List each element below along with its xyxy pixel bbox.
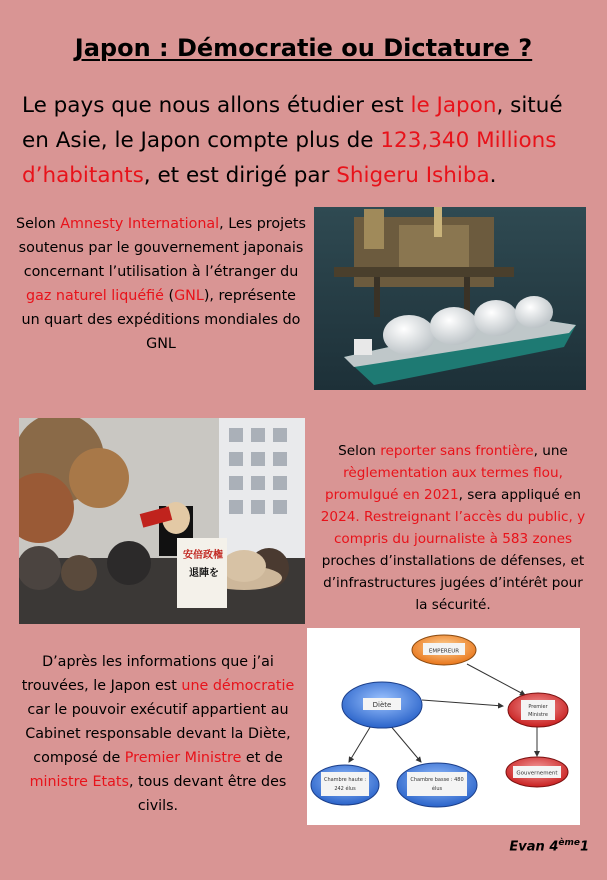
chambre-basse-label-2: élus [431,786,443,792]
conclusion-paragraph: D’après les informations que j’ai trouvées, le Japon est une démocratie car le pouvoir exécutif appartient au Cabinet responsable devant la Diète, composé de Premier Ministre et de ministre Etats, tous devant être des civils. [21,654,295,814]
gouvernement-label: Gouvernement [516,770,558,777]
rsf-paragraph: Selon reporter sans frontière, une règlementation aux termes flou, promulgué en 2021, sera appliqué en 2024. Restreignant l’accès du public, y compris du journaliste à 583 zones proches d’installations de défenses, et d’infrastructures jugées d’intérêt pour la sécurité. [320,443,586,613]
protest-sign-text-1: 安倍政権 [183,550,223,561]
government-diagram [307,628,580,825]
intro-paragraph: Le pays que nous allons étudier est le Japon, situé en Asie, le Japon compte plus de 123,340 Millions d’habitants, et est dirigé par Shigeru Ishiba. [22,93,563,188]
lng-tanker-photo [314,207,586,390]
protest-sign-text-2: 退陣を [189,568,219,579]
premier-ministre-label-1: Premier [528,704,548,710]
amnesty-paragraph: Selon Amnesty International, Les projets soutenus par le gouvernement japonais concernant l’utilisation à l’étranger du gaz naturel liquéfié (GNL), représente un quart des expéditions mondiales do GNL [16,216,306,352]
diete-label: Diète [372,701,392,709]
empereur-label: EMPEREUR [428,648,460,655]
protest-photo [19,418,305,624]
chambre-basse-label-1: Chambre basse : 480 [410,777,464,783]
page-title: Japon : Démocratie ou Dictature ? [74,34,533,62]
signature: Evan 4ème1 [509,838,589,855]
chambre-haute-label-1: Chambre haute : [323,777,367,783]
premier-ministre-label-2: Ministre [528,712,548,718]
chambre-haute-label-2: 242 élus [334,786,356,792]
